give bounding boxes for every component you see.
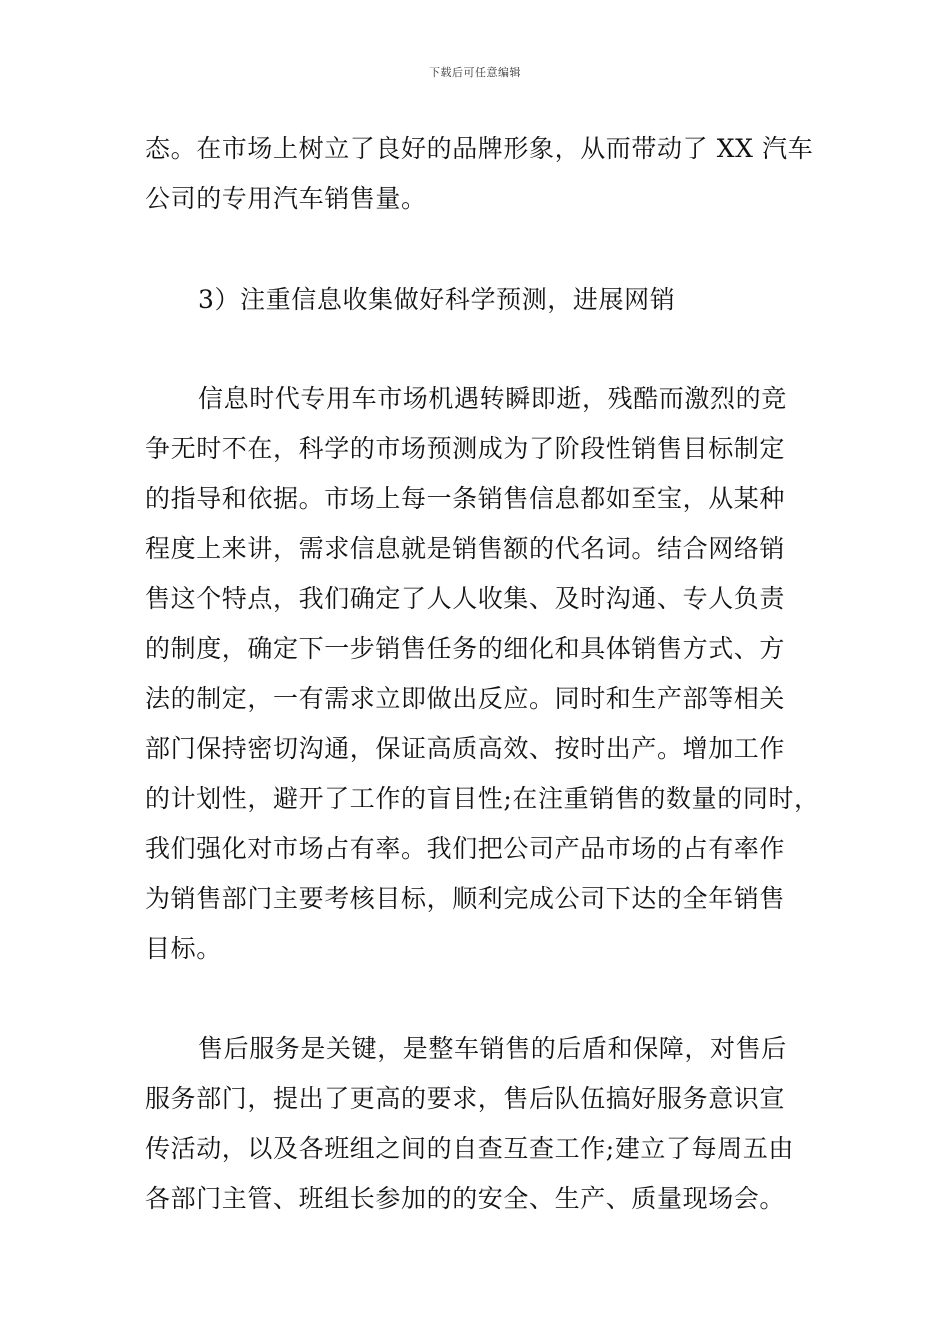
paragraph-3-line-7: 法的制定，一有需求立即做出反应。同时和生产部等相关 — [145, 684, 786, 713]
paragraph-3-line-11: 为销售部门主要考核目标，顺利完成公司下达的全年销售 — [145, 884, 786, 913]
paragraph-3-line-1: 信息时代专用车市场机遇转瞬即逝，残酷而激烈的竞 — [198, 384, 787, 413]
paragraph-4-line-4: 各部门主管、班组长参加的的安全、生产、质量现场会。 — [145, 1184, 786, 1213]
page-header-note: 下载后可任意编辑 — [429, 66, 521, 79]
paragraph-1-line-2: 公司的专用汽车销售量。 — [145, 184, 427, 213]
paragraph-3-line-5: 售这个特点，我们确定了人人收集、及时沟通、专人负责 — [145, 584, 786, 613]
section-heading: 3）注重信息收集做好科学预测，进展网销 — [198, 285, 676, 314]
paragraph-1-line-1: 态。在市场上树立了良好的品牌形象，从而带动了 XX 汽车 — [145, 134, 814, 163]
paragraph-4-line-2: 服务部门，提出了更高的要求，售后队伍搞好服务意识宣 — [145, 1084, 786, 1113]
paragraph-3-line-12: 目标。 — [145, 934, 222, 963]
paragraph-3-line-3: 的指导和依据。市场上每一条销售信息都如至宝，从某种 — [145, 484, 786, 513]
paragraph-3-line-9: 的计划性，避开了工作的盲目性;在注重销售的数量的同时， — [145, 784, 820, 813]
paragraph-3-line-6: 的制度，确定下一步销售任务的细化和具体销售方式、方 — [145, 634, 786, 663]
paragraph-3-line-10: 我们强化对市场占有率。我们把公司产品市场的占有率作 — [145, 834, 786, 863]
paragraph-4-line-1: 售后服务是关键，是整车销售的后盾和保障，对售后 — [198, 1034, 787, 1063]
paragraph-3-line-2: 争无时不在，科学的市场预测成为了阶段性销售目标制定 — [145, 434, 786, 463]
paragraph-3-line-4: 程度上来讲，需求信息就是销售额的代名词。结合网络销 — [145, 534, 786, 563]
paragraph-3-line-8: 部门保持密切沟通，保证高质高效、按时出产。增加工作 — [145, 734, 786, 763]
paragraph-4-line-3: 传活动，以及各班组之间的自查互查工作;建立了每周五由 — [145, 1134, 795, 1163]
